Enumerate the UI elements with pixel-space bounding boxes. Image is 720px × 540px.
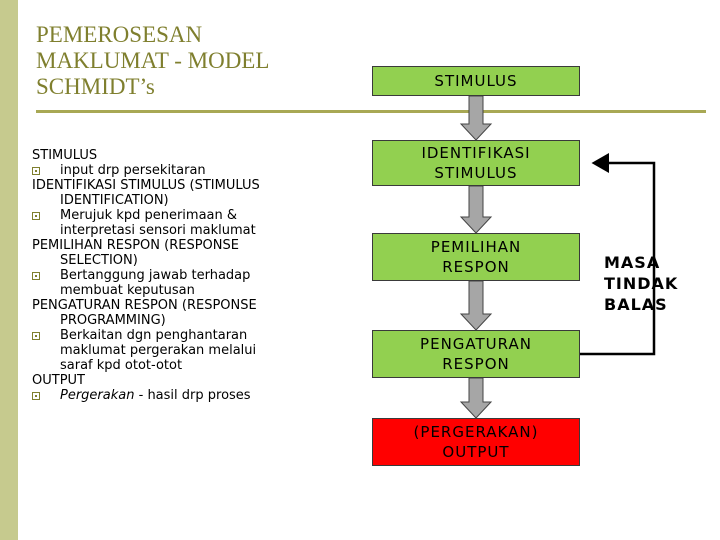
programming-box <box>372 330 580 378</box>
feedback-line: MASA <box>604 253 661 272</box>
bullet-text-italic: Pergerakan <box>60 388 135 403</box>
down-arrow-1 <box>461 96 491 140</box>
identification-sub: IDENTIFICATION) <box>60 193 169 208</box>
bullet-text-line: Berkaitan dgn penghantaran <box>60 328 248 343</box>
title-line-1: PEMEROSESAN <box>36 22 203 47</box>
bullet-text-line: maklumat pergerakan melalui <box>60 343 257 358</box>
programming-sub: PROGRAMMING) <box>60 313 166 328</box>
bullet-text-line: Bertanggung jawab terhadap <box>60 268 251 283</box>
bullet-text-line: Merujuk kpd penerimaan & <box>60 208 238 223</box>
box-label-line: RESPON <box>442 355 510 373</box>
box-label-line: OUTPUT <box>442 443 510 461</box>
box-label-line: RESPON <box>442 258 510 276</box>
feedback-line: TINDAK <box>604 274 679 293</box>
identification-box <box>372 140 580 186</box>
box-label-line: (PERGERAKAN) <box>413 423 539 441</box>
down-arrow-2 <box>461 186 491 233</box>
box-label-line: STIMULUS <box>434 164 518 182</box>
feedback-line: BALAS <box>604 295 668 314</box>
box-label-line: PEMILIHAN <box>430 238 522 256</box>
bullet-text: input drp persekitaran <box>60 163 206 178</box>
down-arrow-4 <box>461 378 491 418</box>
programming-label: PENGATURAN RESPON (RESPONSE <box>32 298 257 313</box>
stimulus-label: STIMULUS <box>32 148 98 163</box>
bullet-text-line: interpretasi sensori maklumat <box>60 223 256 238</box>
identification-label: IDENTIFIKASI STIMULUS (STIMULUS <box>32 178 260 193</box>
feedback-label <box>604 252 678 315</box>
bullet-text: - hasil drp proses <box>134 388 251 403</box>
selection-label: PEMILIHAN RESPON (RESPONSE <box>32 238 239 253</box>
stimulus-box <box>372 66 580 96</box>
bullet-text-line: membuat keputusan <box>60 283 195 298</box>
box-label-line: IDENTIFIKASI <box>421 144 531 162</box>
box-label-line: PENGATURAN <box>420 335 532 353</box>
output-label: OUTPUT <box>32 373 85 388</box>
title-line-2: MAKLUMAT - MODEL <box>36 48 270 73</box>
down-arrow-3 <box>461 281 491 330</box>
output-box <box>372 418 580 466</box>
title-line-3: SCHMIDT’s <box>36 74 155 99</box>
bullet-text-line: saraf kpd otot-otot <box>60 358 183 373</box>
box-label: STIMULUS <box>434 72 518 90</box>
selection-box <box>372 233 580 281</box>
selection-sub: SELECTION) <box>60 253 138 268</box>
